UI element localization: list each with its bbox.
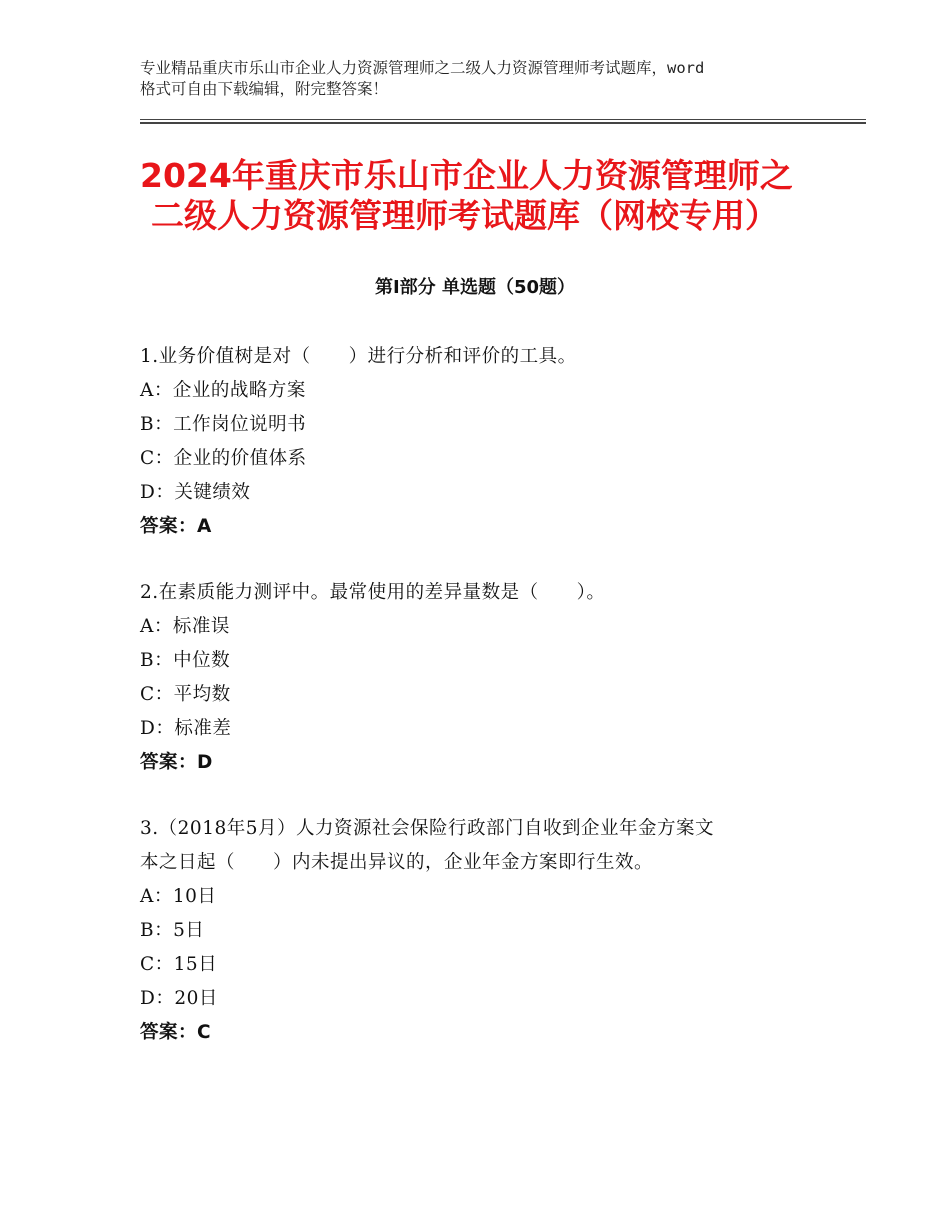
option-b: B：工作岗位说明书 bbox=[140, 414, 307, 435]
document-title bbox=[140, 156, 840, 236]
title-line: 二级人力资源管理师考试题库（网校专用） bbox=[151, 196, 778, 235]
question-item bbox=[140, 576, 830, 780]
title-line: 2024年重庆市乐山市企业人力资源管理师之 bbox=[140, 156, 793, 195]
question-item bbox=[140, 812, 830, 1050]
header-note-line: 专业精品重庆市乐山市企业人力资源管理师之二级人力资源管理师考试题库，word bbox=[140, 59, 705, 77]
option-c: C：平均数 bbox=[140, 684, 231, 705]
answer-label: 答案：D bbox=[140, 752, 213, 773]
header-note bbox=[140, 58, 830, 100]
question-stem: 1.业务价值树是对（ ）进行分析和评价的工具。 bbox=[140, 346, 577, 367]
question-stem-continued: 本之日起（ ）内未提出异议的，企业年金方案即行生效。 bbox=[140, 852, 654, 873]
header-divider-thick bbox=[140, 122, 866, 124]
option-a: A：企业的战略方案 bbox=[140, 380, 306, 401]
question-item bbox=[140, 340, 830, 544]
answer-label: 答案：A bbox=[140, 516, 212, 537]
option-d: D：20日 bbox=[140, 988, 218, 1009]
option-b: B：5日 bbox=[140, 920, 205, 941]
option-a: A：标准误 bbox=[140, 616, 230, 637]
question-list bbox=[140, 340, 830, 1082]
option-c: C：企业的价值体系 bbox=[140, 448, 307, 469]
option-b: B：中位数 bbox=[140, 650, 231, 671]
option-a: A：10日 bbox=[140, 886, 217, 907]
option-d: D：关键绩效 bbox=[140, 482, 251, 503]
header-divider-thin bbox=[140, 119, 866, 120]
answer-label: 答案：C bbox=[140, 1022, 212, 1043]
question-stem: 2.在素质能力测评中。最常使用的差异量数是（ ）。 bbox=[140, 582, 606, 603]
header-note-line: 格式可自由下载编辑，附完整答案！ bbox=[140, 80, 389, 98]
option-c: C：15日 bbox=[140, 954, 218, 975]
option-d: D：标准差 bbox=[140, 718, 232, 739]
section-heading: 第Ⅰ部分 单选题（50题） bbox=[374, 277, 575, 298]
question-stem: 3.（2018年5月）人力资源社会保险行政部门自收到企业年金方案文 bbox=[140, 818, 715, 839]
